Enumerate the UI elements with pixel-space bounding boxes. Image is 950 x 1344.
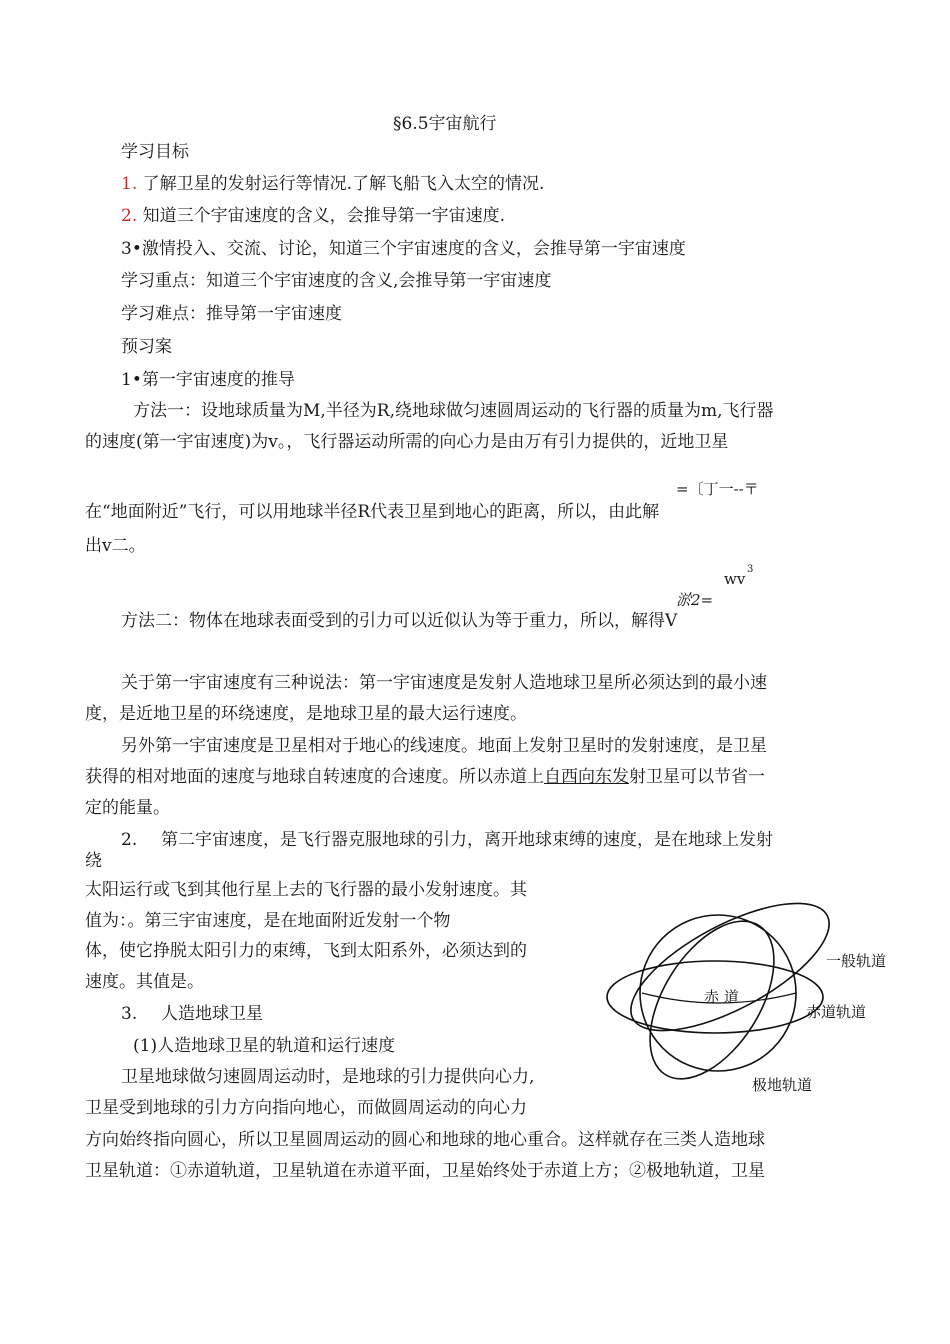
section3-heading: 人造地球卫星 xyxy=(161,1004,263,1024)
section2-line1: 第二宇宙速度，是飞行器克服地球的引力，离开地球束缚的速度，是在地球上发射 xyxy=(161,830,773,850)
method1-line3: 在“地面附近”飞行，可以用地球半径R代表卫星到地心的距离，所以，由此解 xyxy=(85,502,660,522)
formula-2-top: wv xyxy=(724,570,746,588)
para2-line2 xyxy=(85,766,765,788)
key-point: 学习重点：知道三个宇宙速度的含义,会推导第一宇宙速度 xyxy=(121,271,552,291)
para1-line1: 关于第一宇宙速度有三种说法：第一宇宙速度是发射人造地球卫星所必须达到的最小速 xyxy=(121,673,767,693)
page-title: §6.5宇宙航行 xyxy=(393,114,497,134)
label-polar-orbit: 极地轨道 xyxy=(752,1076,813,1094)
label-equatorial-orbit: 赤道轨道 xyxy=(806,1003,867,1021)
preview-heading: 预习案 xyxy=(121,337,172,357)
method1-line4: 出v二。 xyxy=(85,536,146,556)
section3-line4: 卫星轨道：①赤道轨道，卫星轨道在赤道平面，卫星始终处于赤道上方；②极地轨道，卫星 xyxy=(85,1161,765,1181)
objective-text: 激情投入、交流、讨论，知道三个宇宙速度的含义，会推导第一宇宙速度 xyxy=(141,239,686,259)
section2-number: 2. xyxy=(121,830,138,850)
objective-item-1 xyxy=(121,173,544,195)
section2-line2: 绕 xyxy=(85,851,102,871)
method1-line1: 方法一：设地球质量为M,半径为R,绕地球做匀速圆周运动的飞行器的质量为m,飞行器 xyxy=(133,401,774,421)
orbit-diagram xyxy=(600,875,900,1095)
para2-text-after: 射卫星可以节省一 xyxy=(629,767,765,787)
section2-line6: 速度。其值是。 xyxy=(85,972,204,992)
formula-1: =〔丁一--〒 xyxy=(676,480,759,498)
label-equator: 赤 道 xyxy=(704,988,739,1006)
objective-text: 知道三个宇宙速度的含义，会推导第一宇宙速度. xyxy=(142,206,506,226)
section2-line5: 体，使它挣脱太阳引力的束缚，飞到太阳系外，必须达到的 xyxy=(85,941,527,961)
objective-item-2 xyxy=(121,205,505,227)
difficulty: 学习难点：推导第一宇宙速度 xyxy=(121,304,342,324)
method1-line2: 的速度(第一宇宙速度)为v。，飞行器运动所需的向心力是由万有引力提供的，近地卫星 xyxy=(85,432,729,452)
para1-line2: 度，是近地卫星的环绕速度，是地球卫星的最大运行速度。 xyxy=(85,704,527,724)
para2-line3: 定的能量。 xyxy=(85,798,170,818)
section3-line1: 卫星地球做匀速圆周运动时，是地球的引力提供向心力, xyxy=(121,1067,535,1087)
section2-line3: 太阳运行或飞到其他行星上去的飞行器的最小发射速度。其 xyxy=(85,880,527,900)
formula-2-bottom: 淤2= xyxy=(676,591,714,609)
para2-line1: 另外第一宇宙速度是卫星相对于地心的线速度。地面上发射卫星时的发射速度，是卫星 xyxy=(121,736,767,756)
objective-number: 1. xyxy=(121,174,138,194)
formula-2-superscript: 3 xyxy=(747,564,754,575)
objective-item-3 xyxy=(121,238,686,260)
section1-heading: 1•第一宇宙速度的推导 xyxy=(121,370,295,390)
section3-subheading: (1)人造地球卫星的轨道和运行速度 xyxy=(133,1036,396,1056)
objective-text: 了解卫星的发射运行等情况.了解飞船飞入太空的情况. xyxy=(142,174,545,194)
section3-number: 3. xyxy=(121,1004,138,1024)
method2: 方法二：物体在地球表面受到的引力可以近似认为等于重力，所以，解得V xyxy=(121,611,678,631)
objectives-heading: 学习目标 xyxy=(121,142,189,162)
label-general-orbit: 一般轨道 xyxy=(826,952,887,970)
general-orbit xyxy=(613,878,847,1055)
objective-number: 2. xyxy=(121,206,138,226)
underlined-phrase: 自西向东发 xyxy=(544,767,629,787)
section2-line4: 值为：。第三宇宙速度，是在地面附近发射一个物 xyxy=(85,911,451,931)
objective-number: 3• xyxy=(121,239,142,259)
section3-line3: 方向始终指向圆心，所以卫星圆周运动的圆心和地球的地心重合。这样就存在三类人造地球 xyxy=(85,1130,765,1150)
section3-line2: 卫星受到地球的引力方向指向地心，而做圆周运动的向心力 xyxy=(85,1098,527,1118)
para2-text-before: 获得的相对地面的速度与地球自转速度的合速度。所以赤道上 xyxy=(85,767,544,787)
